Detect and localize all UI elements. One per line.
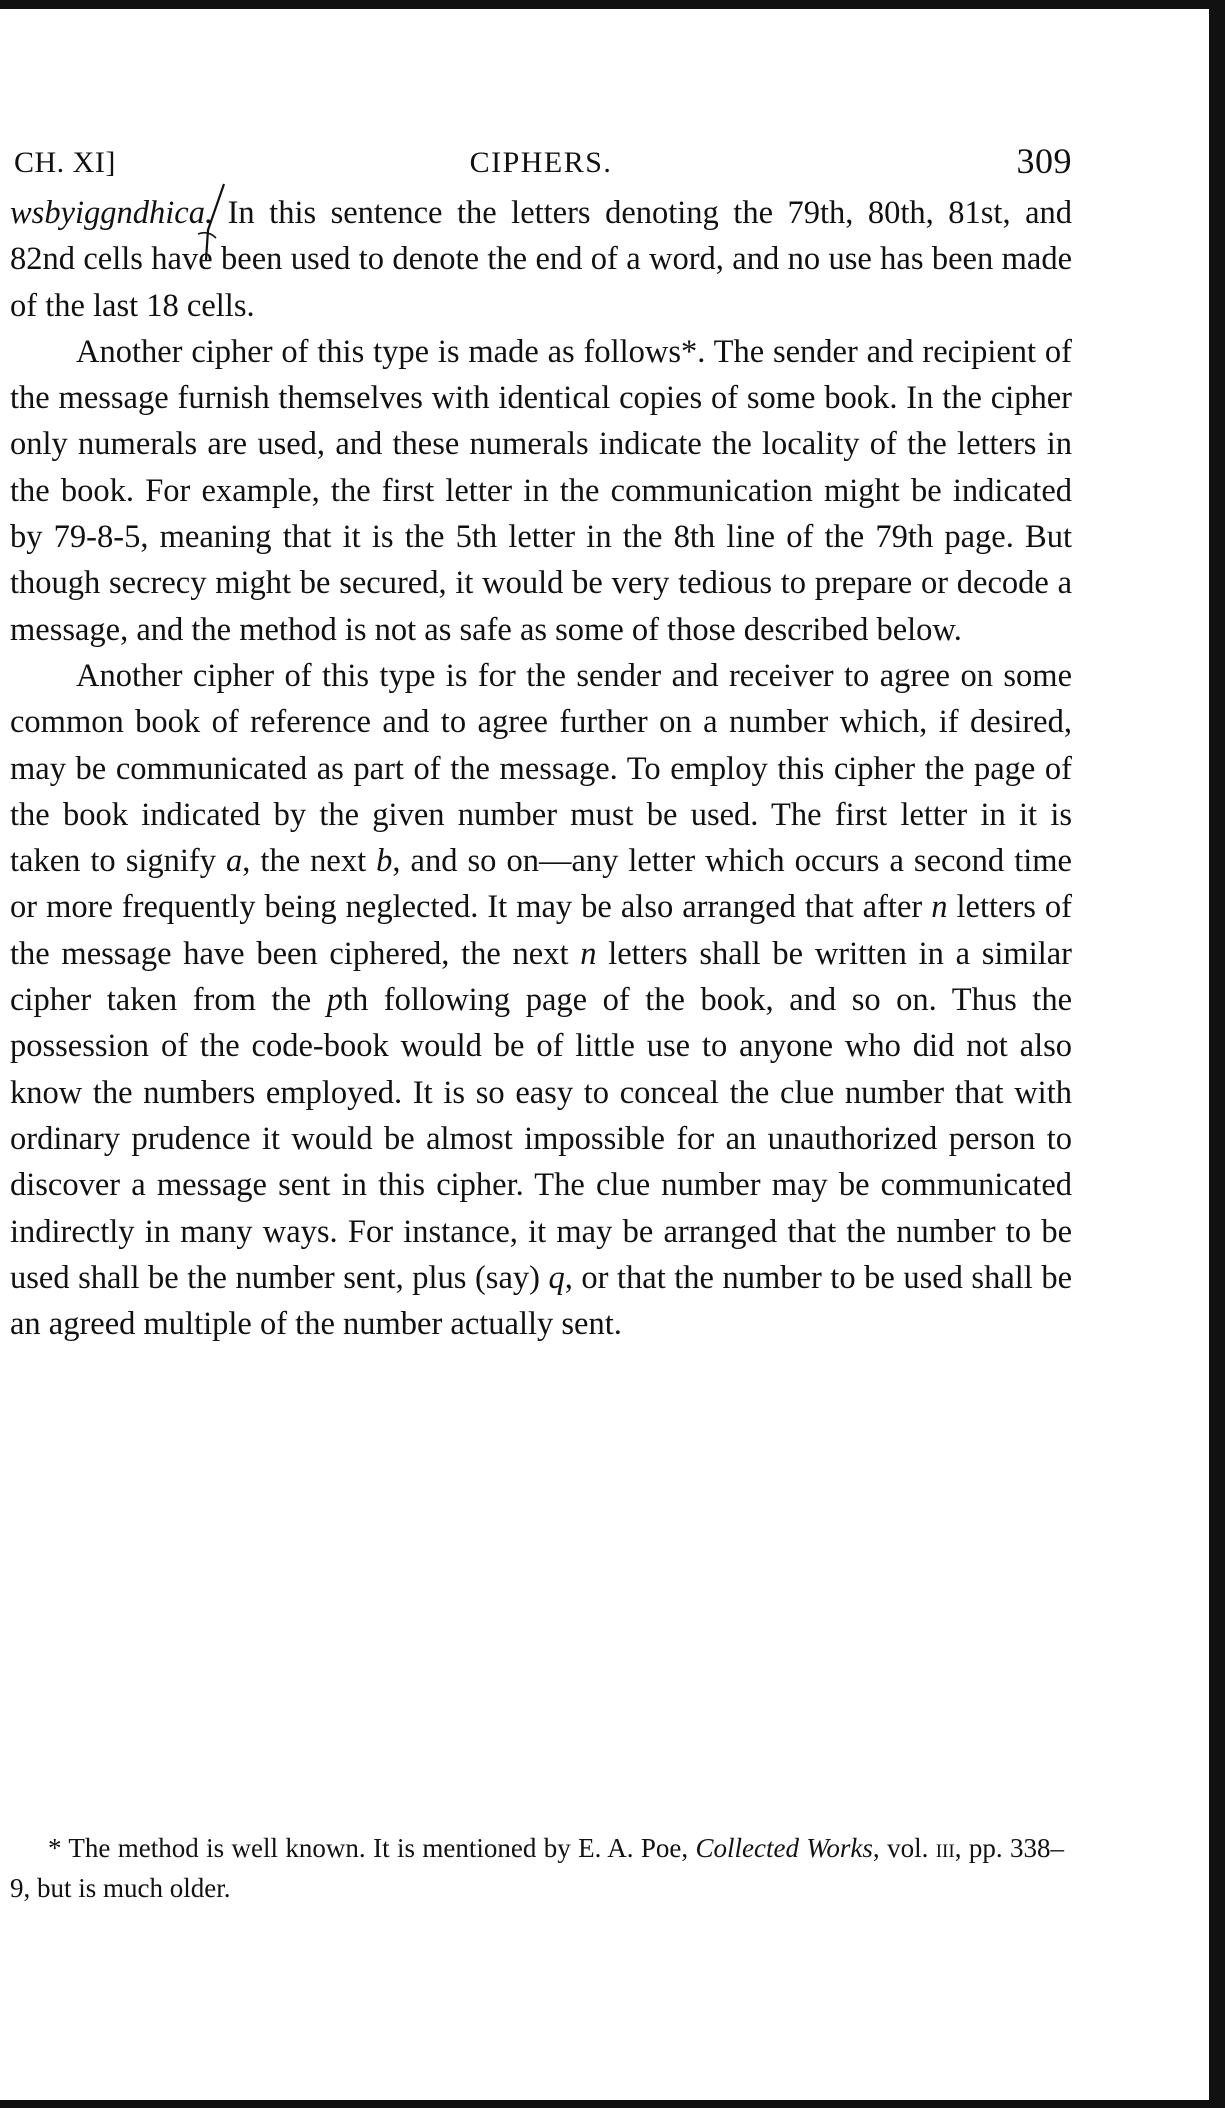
variable-b: b — [376, 843, 393, 880]
scan-top-border — [0, 0, 1225, 9]
book-page — [10, 140, 1072, 1347]
footnote-volume: iii — [935, 1833, 955, 1863]
footnote-text — [10, 1828, 1064, 1908]
footnote-text-part: , vol. — [872, 1833, 936, 1863]
variable-a: a — [226, 843, 243, 880]
variable-q: q — [548, 1259, 565, 1296]
page-number: 309 — [1016, 141, 1072, 181]
variable-n: n — [580, 935, 597, 972]
paragraph-3-text: letters of the message have been ciphered, the next — [10, 889, 1073, 972]
footnote-work-title: Collected Works — [695, 1833, 873, 1863]
page-title: CIPHERS. — [469, 146, 613, 179]
footnote-text-part: , pp. 338–9, but is much older. — [10, 1833, 1064, 1903]
variable-p: p — [326, 982, 343, 1019]
paragraph-2-text: Another cipher of this type is made as follows*. The sender and recipient of the message furnish themselves with identical copies of some book. In the cipher only numerals are used, and these numerals indicate the locality of the letters in the book. For example, the first letter in the communication might be indicated by 79-8-5, meaning that it is the 5th letter in the 8th line of the 79th page. But though secrecy might be secured, it would be very tedious to prepare or decode a message, and the method is not as safe as some of those described below. — [10, 333, 1072, 648]
variable-n: n — [931, 889, 948, 926]
paragraph-3-text: letters shall be written in a similar cipher taken from the — [10, 935, 1072, 1019]
body-text — [10, 190, 1072, 1347]
running-head — [10, 140, 1072, 190]
scan-bottom-border — [0, 2100, 1225, 2108]
paragraph-3-text: , and so on—any letter which occurs a second time or more frequently being neglected. It may be also arranged that after — [10, 843, 1072, 926]
paragraph-1 — [10, 190, 1072, 329]
footnote — [10, 1828, 1064, 1908]
paragraph-1-text: In this sentence the letters denoting the 79th, 80th, 81st, and 82nd cells have been used to denote the end of a word, and no use has been made of the last 18 cells. — [10, 195, 1072, 324]
paragraph-3 — [10, 653, 1072, 1347]
paragraph-3-text: , or that the number to be used shall be an agreed multiple of the number actually sent. — [10, 1259, 1073, 1343]
cipher-word: wsbyiggndhica. — [10, 195, 214, 231]
paragraph-3-text: , the next — [242, 843, 377, 880]
paragraph-2 — [10, 329, 1072, 653]
chapter-label: CH. XI] — [14, 146, 116, 179]
footnote-text-part: * The method is well known. It is mentioned by E. A. Poe, — [48, 1833, 696, 1863]
paragraph-3-text: Another cipher of this type is for the sender and receiver to agree on some common book of reference and to agree further on a number which, if desired, may be communicated as part of the message. To employ this cipher the page of the book indicated by the given number must be used. The first letter in it is taken to signify — [10, 657, 1072, 880]
paragraph-3-text: th following page of the book, and so on. Thus the possession of the code-book would be of little use to anyone who did not also know the numbers employed. It is so easy to conceal the clue number that with ordinary prudence it would be almost impossible for an unauthorized person to discover a message sent in this cipher. The clue number may be communicated indirectly in many ways. For instance, it may be arranged that the number to be used shall be the number sent, plus (say) — [10, 982, 1073, 1296]
scan-right-border — [1209, 0, 1225, 2108]
